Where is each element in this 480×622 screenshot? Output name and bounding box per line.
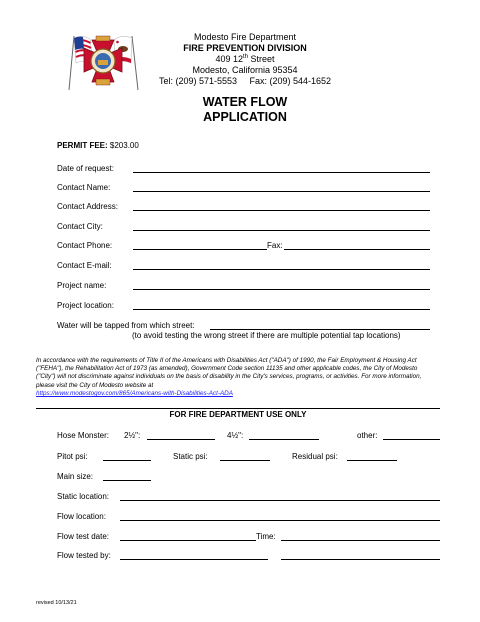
label-size-4-5: 4½":	[227, 431, 244, 440]
contact-address-field[interactable]	[133, 210, 430, 211]
contact-phone-field[interactable]	[133, 249, 267, 250]
water-street-field[interactable]	[210, 329, 430, 330]
fire-use-heading: FOR FIRE DEPARTMENT USE ONLY	[169, 410, 307, 419]
label-residual-psi: Residual psi:	[292, 452, 338, 461]
fire-department-logo	[60, 30, 145, 92]
date-request-field[interactable]	[133, 172, 430, 173]
ada-link[interactable]: https://www.modestogov.com/865/Americans-with-Disabilities-Act-ADA	[36, 389, 233, 397]
label-size-2-5: 2½":	[124, 431, 141, 440]
street-address: 409 12th Street	[215, 54, 275, 64]
label-project-location: Project location:	[57, 301, 114, 310]
label-fax: Fax:	[267, 241, 283, 250]
label-hose-monster: Hose Monster:	[57, 431, 110, 440]
label-time: Time:	[256, 532, 276, 541]
pitot-psi-field[interactable]	[103, 460, 151, 461]
flow-location-field[interactable]	[120, 520, 440, 521]
phone-fax: Tel: (209) 571-5553 Fax: (209) 544-1652	[158, 76, 332, 86]
label-contact-name: Contact Name:	[57, 183, 111, 192]
label-water-street: Water will be tapped from which street:	[57, 321, 195, 330]
contact-email-field[interactable]	[133, 269, 430, 270]
label-flow-test-date: Flow test date:	[57, 532, 110, 541]
label-contact-address: Contact Address:	[57, 202, 118, 211]
section-divider	[36, 408, 440, 409]
city-address: Modesto, California 95354	[192, 65, 298, 75]
form-title-line1: WATER FLOW	[202, 95, 288, 109]
other-field[interactable]	[383, 439, 440, 440]
permit-fee: PERMIT FEE: $203.00	[57, 141, 139, 150]
project-location-field[interactable]	[133, 309, 430, 310]
label-other: other:	[357, 431, 378, 440]
label-contact-email: Contact E-mail:	[57, 261, 112, 270]
division-name: FIRE PREVENTION DIVISION	[183, 43, 307, 53]
label-project-name: Project name:	[57, 281, 107, 290]
department-name: Modesto Fire Department	[193, 32, 297, 42]
ada-notice: In accordance with the requirements of Title II of the Americans with Disabilities Act ("ADA") of 1990, the Fair Employment & Housing Act ("FEHA"), the Rehabilitation Act of 1973 (as amended), Government Code section 11135 and other applicable codes, the City of Modesto ("City") will not discriminate against individuals on the basis of disability in the City's services, programs, or activities. For more information, please visit the City of Modesto website at https://www.modestogov.com/865/Americans-with-Disabilities-Act-ADA	[36, 357, 422, 397]
contact-city-field[interactable]	[133, 230, 430, 231]
label-contact-city: Contact City:	[57, 222, 103, 231]
flow-tested-by-signature-field[interactable]	[281, 559, 440, 560]
residual-psi-field[interactable]	[347, 460, 397, 461]
static-psi-field[interactable]	[220, 460, 270, 461]
size-2-5-field[interactable]	[147, 439, 215, 440]
label-flow-location: Flow location:	[57, 512, 106, 521]
label-main-size: Main size:	[57, 472, 94, 481]
size-4-5-field[interactable]	[249, 439, 319, 440]
label-flow-tested-by: Flow tested by:	[57, 551, 111, 560]
revised-date: revised 10/13/21	[36, 600, 77, 606]
main-size-field[interactable]	[103, 480, 151, 481]
contact-name-field[interactable]	[133, 191, 430, 192]
flow-tested-by-field[interactable]	[120, 559, 268, 560]
water-street-note: (to avoid testing the wrong street if there are multiple potential tap locations)	[132, 331, 401, 340]
label-contact-phone: Contact Phone:	[57, 241, 113, 250]
time-field[interactable]	[281, 540, 440, 541]
flow-test-date-field[interactable]	[120, 540, 256, 541]
fax-field[interactable]	[284, 249, 430, 250]
static-location-field[interactable]	[120, 500, 440, 501]
form-title-line2: APPLICATION	[203, 110, 287, 124]
label-static-location: Static location:	[57, 492, 110, 501]
label-static-psi: Static psi:	[173, 452, 208, 461]
label-pitot-psi: Pitot psi:	[57, 452, 88, 461]
project-name-field[interactable]	[133, 289, 430, 290]
label-date-request: Date of request:	[57, 164, 114, 173]
